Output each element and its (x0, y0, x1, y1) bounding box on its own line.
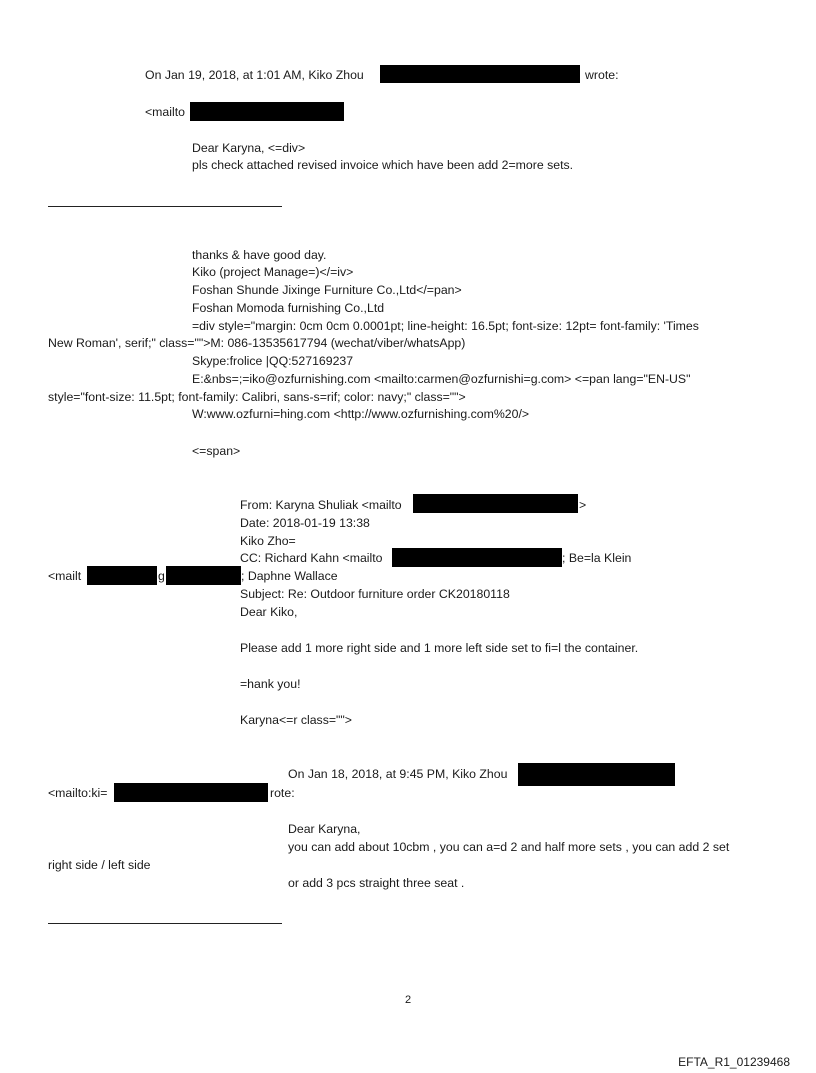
quoted-header: On Jan 18, 2018, at 9:45 PM, Kiko Zhou (288, 767, 508, 781)
forward-cc-end: ; Be=la Klein (562, 551, 632, 565)
redaction-box (166, 566, 241, 585)
signature-line: Foshan Shunde Jixinge Furniture Co.,Ltd</=pan> (192, 283, 462, 297)
email1-body: pls check attached revised invoice which have been add 2=more sets. (192, 158, 574, 172)
redaction-box (380, 65, 580, 83)
redaction-box (413, 494, 578, 513)
redaction-box (518, 763, 675, 786)
redaction-box (392, 548, 562, 567)
signature-line: Foshan Momoda furnishing Co.,Ltd (192, 301, 385, 315)
forward-greeting: Dear Kiko, (240, 605, 298, 619)
quoted-wrote: rote: (270, 786, 295, 800)
forward-from-end: > (579, 498, 587, 512)
forward-cc: CC: Richard Kahn <mailto (240, 551, 383, 565)
quoted-mailto: <mailto:ki= (48, 786, 108, 800)
page-number: 2 (404, 994, 412, 1006)
quoted-line: you can add about 10cbm , you can a=d 2 and half more sets , you can add 2 set (288, 840, 730, 854)
signature-line: style="font-size: 11.5pt; font-family: Calibri, sans-s=rif; color: navy;" class=""> (48, 390, 466, 404)
signature-line: E:&nbs=;=iko@ozfurnishing.com <mailto:carmen@ozfurnishi=g.com> <=pan lang="EN-US" (192, 372, 691, 386)
forward-cc2-mid: g (158, 569, 165, 583)
quoted-line: or add 3 pcs straight three seat . (288, 876, 465, 890)
forward-date: Date: 2018-01-19 13:38 (240, 516, 370, 530)
forward-cc2-end: ; Daphne Wallace (241, 569, 338, 583)
redaction-box (114, 783, 268, 802)
signature-line: thanks & have good day. (192, 248, 327, 262)
forward-from: From: Karyna Shuliak <mailto (240, 498, 402, 512)
header-mailto: <mailto (145, 105, 185, 119)
forward-subject: Subject: Re: Outdoor furniture order CK20180118 (240, 587, 510, 601)
signature-line: =div style="margin: 0cm 0cm 0.0001pt; line-height: 16.5pt; font-size: 12pt= font-family: 'Times (192, 319, 699, 333)
signature-line: Kiko (project Manage=)</=iv> (192, 265, 354, 279)
forward-cc2: <mailt (48, 569, 82, 583)
redaction-box (190, 102, 344, 121)
separator-line (48, 206, 282, 207)
header-wrote: wrote: (585, 68, 619, 82)
forward-thanks: =hank you! (240, 677, 301, 691)
forward-body: Please add 1 more right side and 1 more left side set to fi=l the container. (240, 641, 639, 655)
signature-line: <=span> (192, 444, 241, 458)
signature-line: Skype:frolice |QQ:527169237 (192, 354, 354, 368)
signature-line: W:www.ozfurni=hing.com <http://www.ozfurnishing.com%20/> (192, 407, 530, 421)
header-date-line: On Jan 19, 2018, at 1:01 AM, Kiko Zhou (145, 68, 364, 82)
redaction-box (87, 566, 157, 585)
bates-number: EFTA_R1_01239468 (678, 1055, 790, 1069)
forward-to: Kiko Zho= (240, 534, 296, 548)
quoted-line: right side / left side (48, 858, 151, 872)
quoted-greeting: Dear Karyna, (288, 822, 361, 836)
signature-line: New Roman', serif;" class="">M: 086-13535617794 (wechat/viber/whatsApp) (48, 336, 466, 350)
email1-greeting: Dear Karyna, <=div> (192, 141, 306, 155)
forward-sign: Karyna<=r class=""> (240, 713, 352, 727)
separator-line (48, 923, 282, 924)
